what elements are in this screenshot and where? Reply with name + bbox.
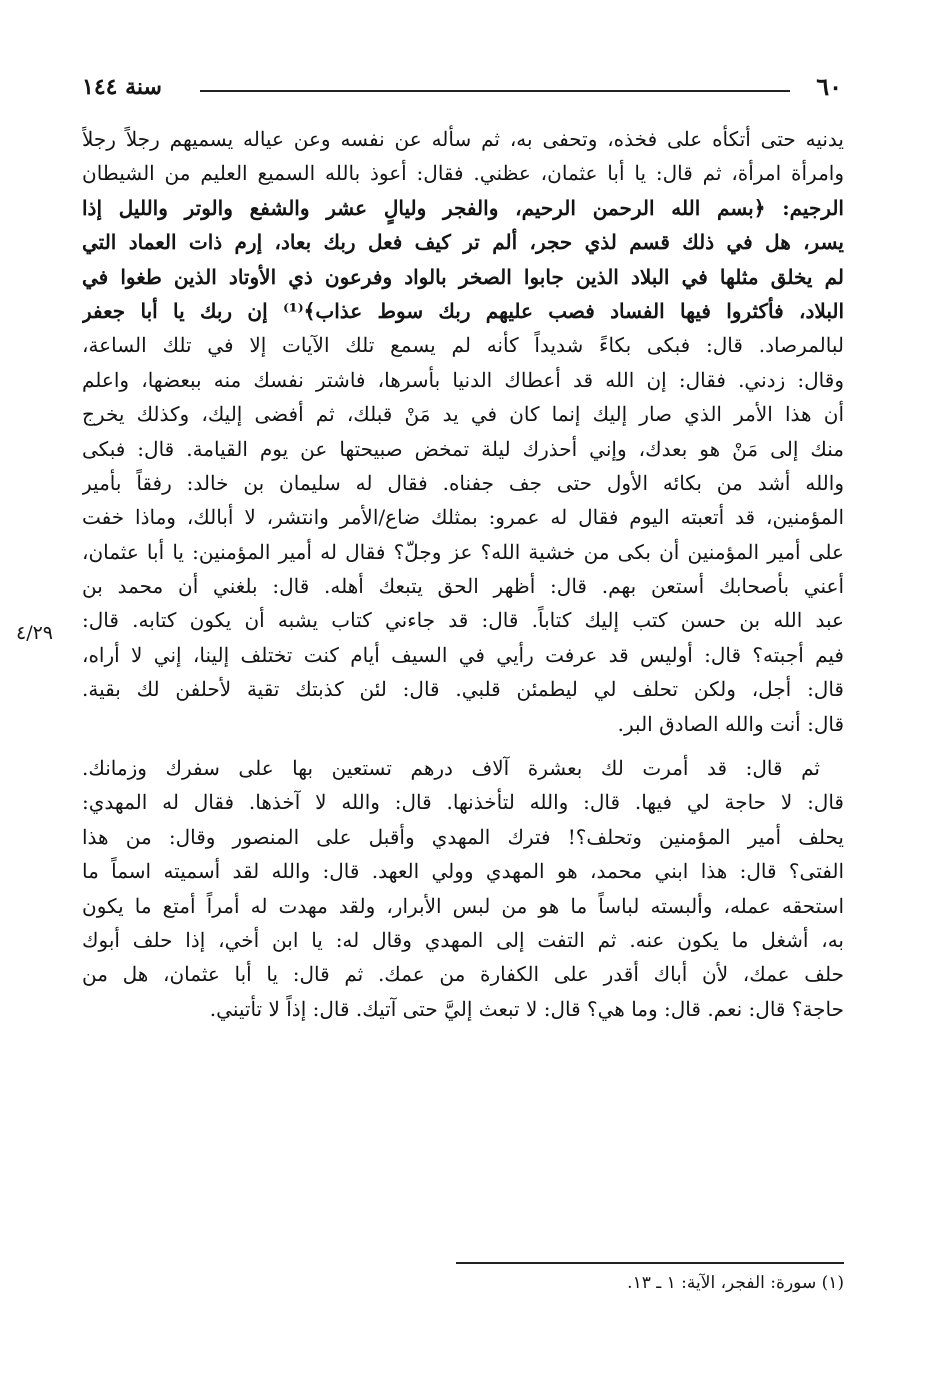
text-line: أعني بأصحابك أستعن بهم. قال: أظهر الحق يتبعك أهله. قال: بلغني أن محمد بن	[82, 574, 844, 599]
body-text	[82, 122, 844, 1026]
running-title: سنة ١٤٤	[82, 74, 162, 100]
text-line: حلف عمك، لأن أباك أقدر على الكفارة من عمك. ثم قال: يا أبا عثمان، هل من	[82, 962, 844, 987]
text-line: أن هذا الأمر الذي صار إليك إنما كان في يد مَنْ قبلك، ثم أفضى إليك، وكذلك يخرج	[82, 402, 844, 427]
text-line: حاجة؟ قال: نعم. قال: وما هي؟ قال: لا تبعث إليَّ حتى آتيك. قال: إذاً لا تأتيني.	[209, 996, 844, 1021]
footnote-rule	[456, 1262, 844, 1264]
footnote: (١) سورة: الفجر، الآية: ١ ـ ١٣.	[627, 1273, 844, 1293]
margin-page-reference: ٤/٢٩	[16, 622, 54, 644]
text-line: يحلف أمير المؤمنين وتحلف؟! فترك المهدي وأقبل على المنصور وقال: من هذا	[82, 824, 844, 849]
text-line: على أمير المؤمنين أن بكى من خشية الله؟ عز وجلّ؟ فقال له أمير المؤمنين: يا أبا عثمان،	[82, 539, 844, 564]
text-line: قال: أجل، ولكن تحلف لي ليطمئن قلبي. قال: لئن كذبتك تقية لأحلفن لك بقية.	[82, 677, 844, 702]
page-number: ٦٠	[816, 72, 842, 101]
text-line: استحقه عمله، وألبسته لباساً ما هو من لبس الأبرار، ولقد مهدت له أمراً أمتع ما يكون	[82, 893, 844, 918]
quran-verse-line: الرجيم: ﴿بسم الله الرحمن الرحيم، والفجر وليالٍ عشر والشفع والوتر والليل إذا	[82, 195, 844, 220]
paragraph-gap	[82, 741, 844, 751]
text-line: الفتى؟ قال: هذا ابني محمد، هو المهدي وولي العهد. قال: والله لقد أسميته اسماً ما	[82, 859, 844, 884]
text-line: وقال: زدني. فقال: إن الله قد أعطاك الدنيا بأسرها، فاشتر نفسك منه ببعضها، واعلم	[82, 367, 844, 392]
text-line: قال: لا حاجة لي فيها. قال: والله لتأخذنها. قال: والله لا آخذها. فقال له المهدي:	[82, 790, 844, 815]
text-line: عبد الله بن حسن كتب إليك كتاباً. قال: قد جاءني كتاب يشبه أن يكون كتابه. قال:	[82, 608, 844, 633]
header-rule	[200, 90, 790, 92]
text-line: ثم قال: قد أمرت لك بعشرة آلاف درهم تستعين بها على سفرك وزمانك.	[82, 756, 820, 781]
text-line: المؤمنين، قد أتعبته اليوم فقال له عمرو: بمثلك ضاع/الأمر وانتشر، لا أبالك، وماذا خفت	[82, 505, 844, 530]
text-line: به، أشغل ما يكون عنه. ثم التفت إلى المهدي وقال له: يا ابن أخي، إذا حلف أبوك	[82, 927, 844, 952]
text-line: والله أشد من بكائه الأول حتى جف جفناه. فقال له سليمان بن خالد: رفقاً بأمير	[82, 470, 844, 495]
text-line: فيم أجبته؟ قال: أوليس قد عرفت رأيي في السيف أيام كنت تختلف إلينا، إني لا أراه،	[82, 642, 844, 667]
quran-verse-line: لم يخلق مثلها في البلاد الذين جابوا الصخر بالواد وفرعون ذي الأوتاد الذين طغوا في	[82, 264, 844, 289]
text-line: يدنيه حتى أتكأه على فخذه، وتحفى به، ثم سأله عن نفسه وعن عياله يسميهم رجلاً رجلاً	[82, 127, 844, 151]
page-header	[82, 70, 842, 104]
quran-verse-line: البلاد، فأكثروا فيها الفساد فصب عليهم ربك سوط عذاب﴾⁽¹⁾ إن ربك يا أبا جعفر	[82, 298, 844, 323]
text-line: قال: أنت والله الصادق البر.	[617, 711, 844, 736]
text-line: وامرأة امرأة، ثم قال: يا أبا عثمان، عظني. فقال: أعوذ بالله السميع العليم من الشيطان	[82, 161, 844, 186]
text-line: منك إلى مَنْ هو بعدك، وإني أحذرك ليلة تمخض صبيحتها عن يوم القيامة. قال: فبكى	[82, 436, 844, 461]
text-line: لبالمرصاد. قال: فبكى بكاءً شديداً كأنه لم يسمع تلك الآيات إلا في تلك الساعة،	[82, 333, 844, 358]
quran-verse-line: يسر، هل في ذلك قسم لذي حجر، ألم تر كيف فعل ربك بعاد، إرم ذات العماد التي	[82, 230, 844, 255]
